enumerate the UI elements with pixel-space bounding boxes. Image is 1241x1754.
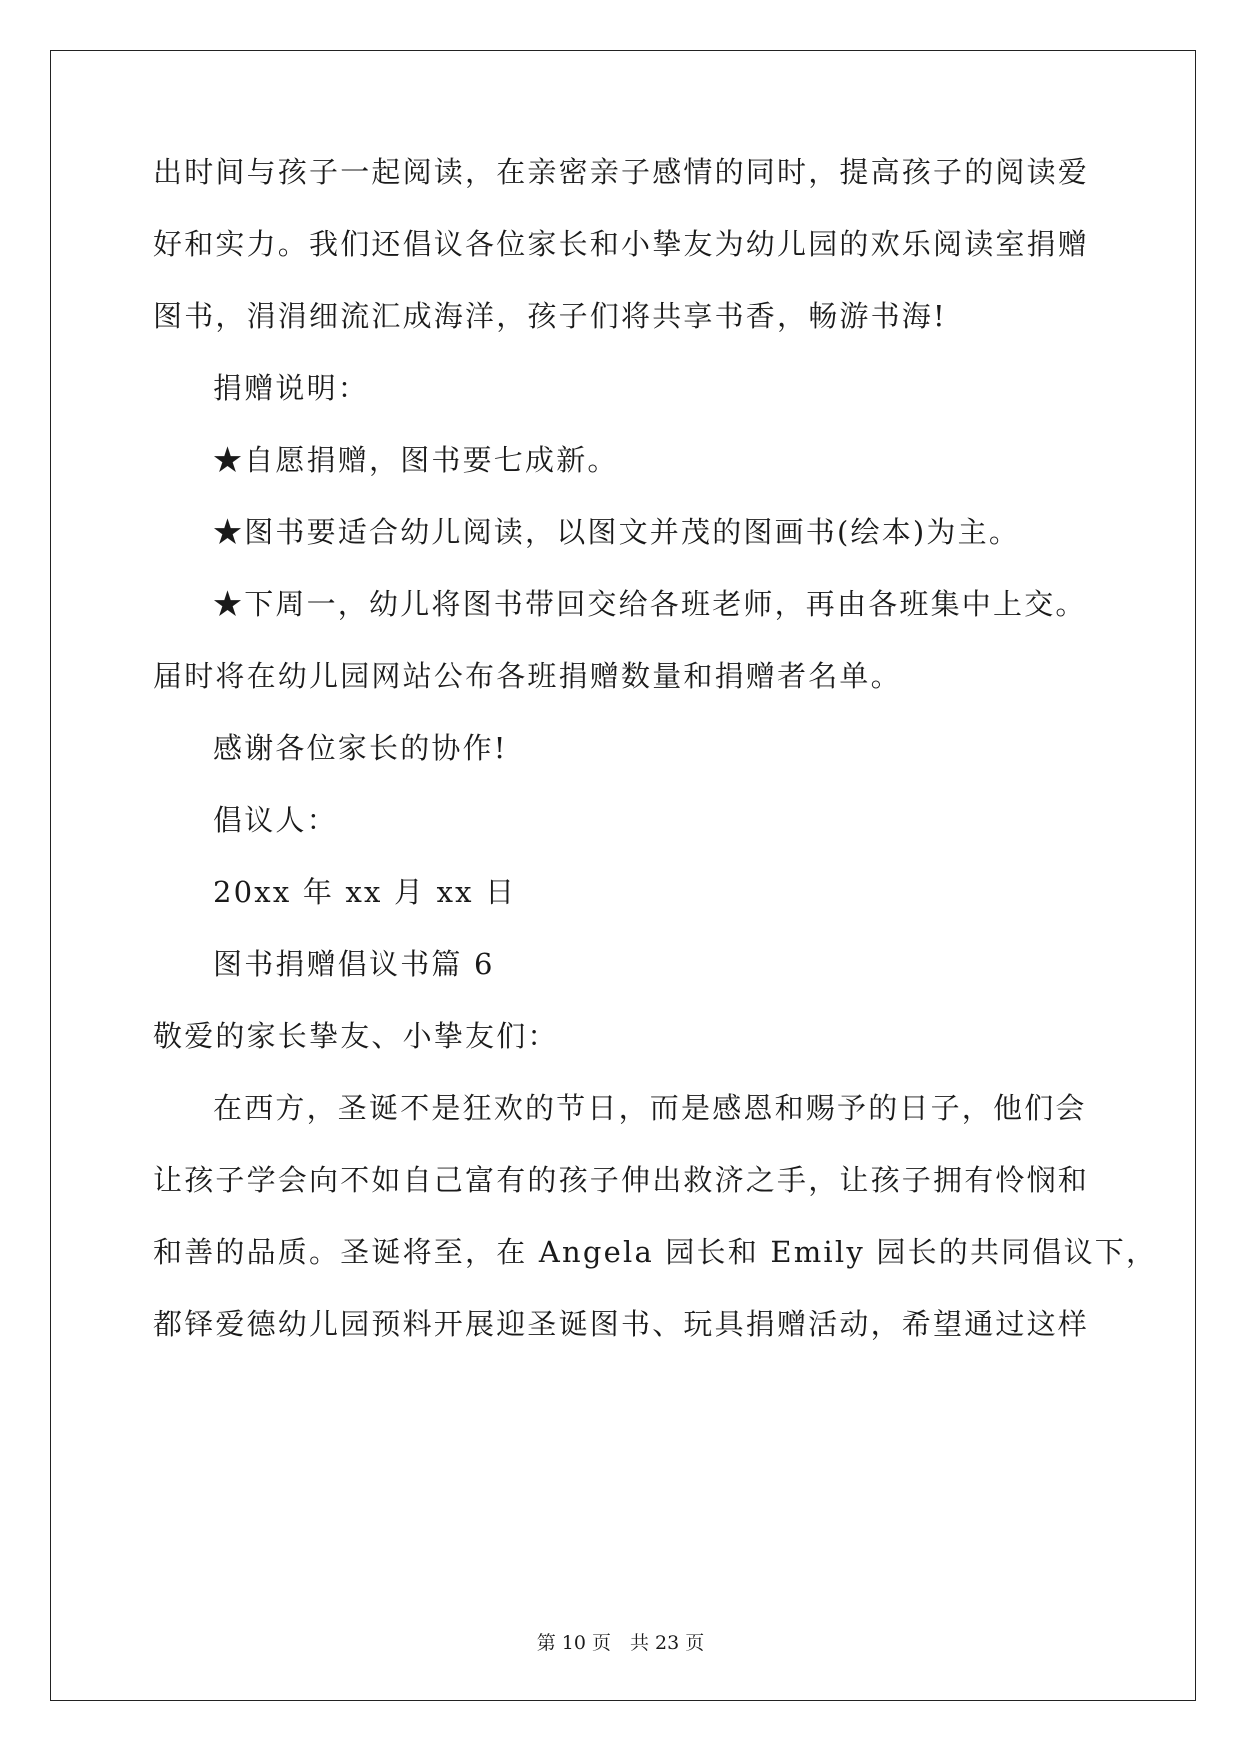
salutation: 敬爱的家长挚友、小挚友们： (153, 1019, 559, 1053)
body-text-line: 出时间与孩子一起阅读，在亲密亲子感情的同时，提高孩子的阅读爱 (153, 155, 1090, 189)
signatory-label: 倡议人： (213, 803, 338, 837)
body-text-line: 好和实力。我们还倡议各位家长和小挚友为幼儿园的欢乐阅读室捐赠 (153, 227, 1090, 261)
body-text-line: 和善的品质。圣诞将至，在 Angela 园长和 Emily 园长的共同倡议下， (153, 1235, 1158, 1269)
body-text-line: 在西方，圣诞不是狂欢的节日，而是感恩和赐予的日子，他们会 (213, 1091, 1087, 1125)
bullet-item: ★下周一，幼儿将图书带回交给各班老师，再由各班集中上交。 (213, 587, 1087, 621)
section-heading-donation-notes: 捐赠说明： (213, 371, 370, 405)
section-title: 图书捐赠倡议书篇 6 (213, 947, 495, 981)
page-footer: 第 10 页 共 23 页 (536, 1632, 705, 1654)
bullet-item: ★自愿捐赠，图书要七成新。 (213, 443, 619, 477)
body-text-line: 图书，涓涓细流汇成海洋，孩子们将共享书香，畅游书海! (153, 299, 947, 333)
body-text-line: 都铎爱德幼儿园预料开展迎圣诞图书、玩具捐赠活动，希望通过这样 (153, 1307, 1090, 1341)
thanks-line: 感谢各位家长的协作! (213, 731, 508, 765)
date-line: 20xx 年 xx 月 xx 日 (213, 875, 517, 909)
body-text-line: 让孩子学会向不如自己富有的孩子伸出救济之手，让孩子拥有怜悯和 (153, 1163, 1090, 1197)
bullet-item: ★图书要适合幼儿阅读，以图文并茂的图画书(绘本)为主。 (213, 515, 1021, 549)
body-text-line: 届时将在幼儿园网站公布各班捐赠数量和捐赠者名单。 (153, 659, 902, 693)
